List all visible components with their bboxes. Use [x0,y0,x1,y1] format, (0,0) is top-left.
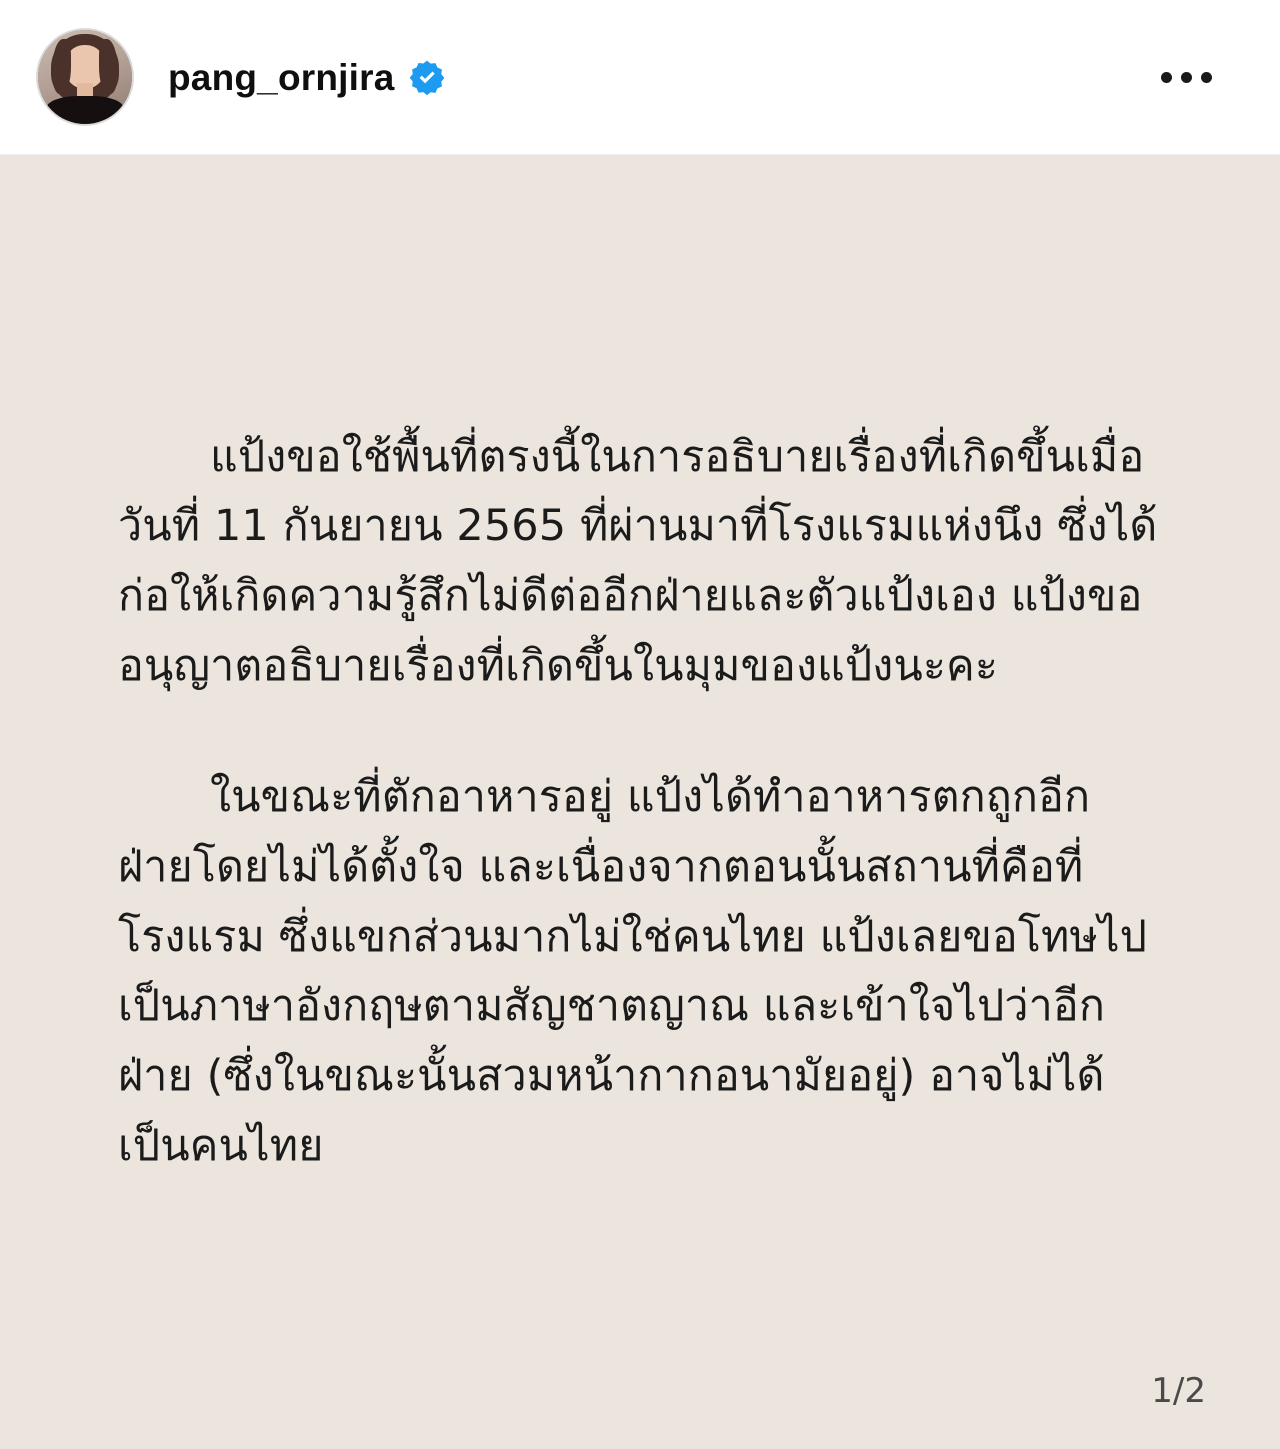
slide-paragraph-1: แป้งขอใช้พื้นที่ตรงนี้ในการอธิบายเรื่องที่เกิดขึ้นเมื่อวันที่ 11 กันยายน 2565 ที่ผ่านมาที่โรงแรมแห่งนึง ซึ่งได้ก่อให้เกิดความรู้สึกไม่ดีต่ออีกฝ่ายและตัวแป้งเอง แป้งขออนุญาตอธิบายเรื่องที่เกิดขึ้นในมุมของแป้งนะคะ [118,431,1158,691]
verified-badge-icon [409,59,445,95]
post-slide-1[interactable] [0,155,1280,1449]
post-header [0,0,1280,155]
slide-text-block [118,423,1162,1182]
avatar-image [38,30,132,124]
page-counter: 1/2 [1151,1371,1206,1411]
slide-paragraph-2: ในขณะที่ตักอาหารอยู่ แป้งได้ทำอาหารตกถูกอีกฝ่ายโดยไม่ได้ตั้งใจ และเนื่องจากตอนนั้นสถานที่คือที่โรงแรม ซึ่งแขกส่วนมากไม่ใช่คนไทย แป้งเลยขอโทษไปเป็นภาษาอังกฤษตามสัญชาตญาณ และเข้าใจไปว่าอีกฝ่าย (ซึ่งในขณะนั้นสวมหน้ากากอนามัยอยู่) อาจไม่ได้เป็นคนไทย [118,772,1148,1171]
account-info[interactable] [168,56,445,98]
username-label[interactable]: pang_ornjira [168,56,395,98]
avatar[interactable] [36,28,134,126]
more-options-icon[interactable] [1151,58,1222,97]
